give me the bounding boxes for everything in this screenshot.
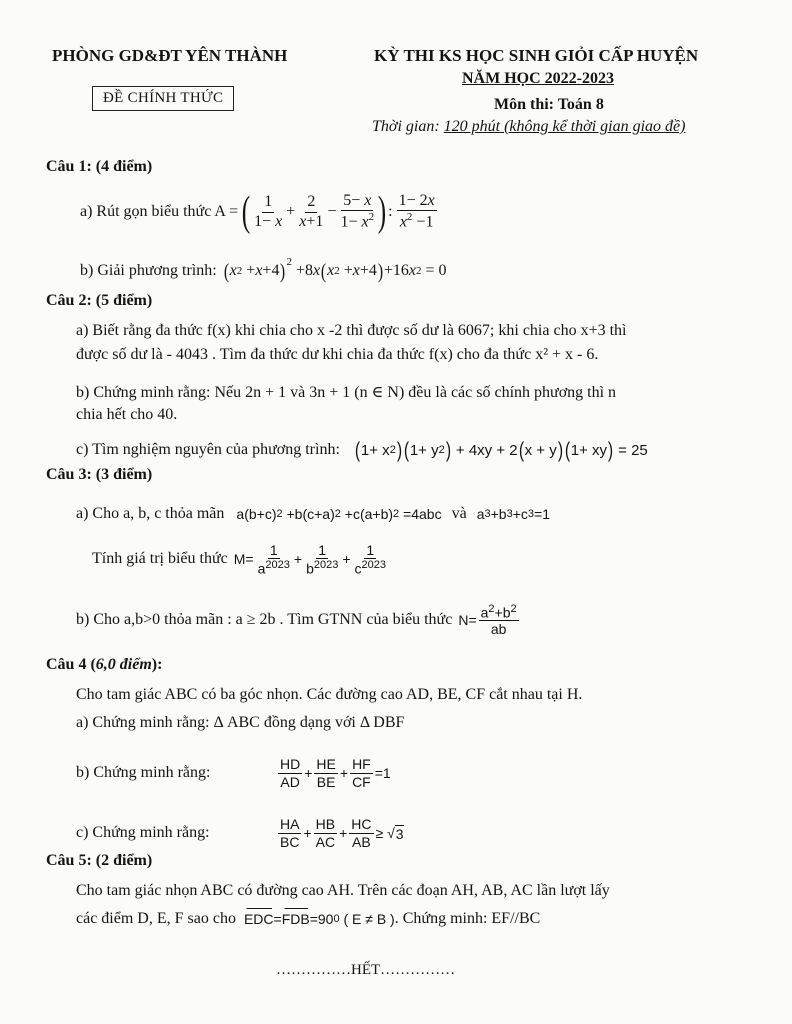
department-title: PHÒNG GD&ĐT YÊN THÀNH xyxy=(52,46,288,65)
formula-1a: ( 1 1− x + 2 x+1 − 5− x $1- x^2$ ) : 1− 2x $x^2 -1$ xyxy=(241,189,435,235)
question-3a-and: và xyxy=(451,505,467,522)
question-4b xyxy=(76,748,391,798)
end-marker: ……………HẾT…………… xyxy=(276,962,456,978)
formula-3a-condition: a(b+c) 2 +b(c+a) 2 +c(a+b) 2 =4abc xyxy=(236,506,442,522)
question-3-heading: Câu 3: (3 điểm) xyxy=(46,466,153,483)
formula-5-angles: EDC = FDB =90 0 ( E ≠ B ) xyxy=(243,911,395,927)
question-2b-line-1: b) Chứng minh rằng: Nếu 2n + 1 và 3n + 1 (n ∈ N) đều là các số chính phương thì n xyxy=(76,384,617,401)
question-1-heading: Câu 1: (4 điểm) xyxy=(46,158,153,175)
time-label: Thời gian: 120 phút (không kể thời gian giao đề) xyxy=(372,118,686,135)
question-1b xyxy=(80,256,447,286)
formula-3a-M: M= 1 $a^{2023}$ + 1 $b^{2023}$ + 1 $c^{2023}$ xyxy=(233,541,387,577)
question-3a xyxy=(76,500,550,528)
question-2c xyxy=(76,436,648,464)
time-value: 120 phút (không kể thời gian giao đề) xyxy=(443,118,686,135)
question-4-heading: Câu 4 (6,0 điểm): xyxy=(46,656,163,673)
school-year: NĂM HỌC 2022-2023 xyxy=(462,70,614,87)
formula-2c: ( 1+ x 2 ) ( 1+ y 2 ) + 4xy + 2 ( x + y ) ( 1+ xy ) = 25 xyxy=(354,438,648,462)
question-5-line-1: Cho tam giác nhọn ABC có đường cao AH. Trên các đoạn AH, AB, AC lần lượt lấy xyxy=(76,882,610,899)
question-2-heading: Câu 2: (5 điểm) xyxy=(46,292,153,309)
question-2c-text: c) Tìm nghiệm nguyên của phương trình: xyxy=(76,441,340,458)
question-5-line-2: các điểm D, E, F sao cho EDC = FDB =90 0 ( E ≠ B ) . Chứng minh: EF//BC xyxy=(76,910,541,927)
official-exam-label: ĐỀ CHÍNH THỨC xyxy=(92,86,234,111)
subject-label: Môn thi: Toán 8 xyxy=(494,96,604,113)
formula-4b: HD AD + HE BE + HF CF =1 xyxy=(280,756,391,790)
formula-1b: ( x 2 + x +4 ) $^2$ +8 x ( x 2 + x +4 ) +16 x 2 = 0 xyxy=(223,256,447,283)
question-2a-line-2: được số dư là - 4043 . Tìm đa thức dư khi chia đa thức f(x) cho đa thức x² + x - 6. xyxy=(76,346,599,363)
formula-4c: HA BC + HB AC + HC AB ≥ √ 3 xyxy=(280,816,404,850)
question-4-intro: Cho tam giác ABC có ba góc nhọn. Các đường cao AD, BE, CF cắt nhau tại H. xyxy=(76,686,583,703)
question-1a xyxy=(80,182,439,242)
question-1a-text: a) Rút gọn biểu thức A = xyxy=(80,203,239,220)
formula-3a-cubes: a 3 +b 3 +c 3 =1 xyxy=(476,506,550,522)
formula-3b-N: N= $a^2+b^2$ ab xyxy=(458,602,517,638)
question-4c-text: c) Chứng minh rằng: xyxy=(76,824,210,841)
exam-title: KỲ THI KS HỌC SINH GIỎI CẤP HUYỆN xyxy=(374,46,699,65)
question-1b-text: b) Giải phương trình: xyxy=(80,262,217,279)
question-2b-line-2: chia hết cho 40. xyxy=(76,406,178,423)
question-3b xyxy=(76,598,521,642)
question-3a-calc xyxy=(92,534,390,584)
question-3a-calc-text: Tính giá trị biểu thức xyxy=(92,550,228,567)
question-4a: a) Chứng minh rằng: Δ ABC đồng dạng với Δ DBF xyxy=(76,714,405,731)
question-3a-text: a) Cho a, b, c thỏa mãn xyxy=(76,505,225,522)
question-3b-text: b) Cho a,b>0 thỏa mãn : a ≥ 2b . Tìm GTNN của biểu thức xyxy=(76,611,453,628)
question-4c xyxy=(76,808,404,858)
question-5-heading: Câu 5: (2 điểm) xyxy=(46,852,153,869)
question-2a-line-1: a) Biết rằng đa thức f(x) khi chia cho x -2 thì được số dư là 6067; khi chia cho x+3 thì xyxy=(76,322,627,339)
question-4b-text: b) Chứng minh rằng: xyxy=(76,764,211,781)
